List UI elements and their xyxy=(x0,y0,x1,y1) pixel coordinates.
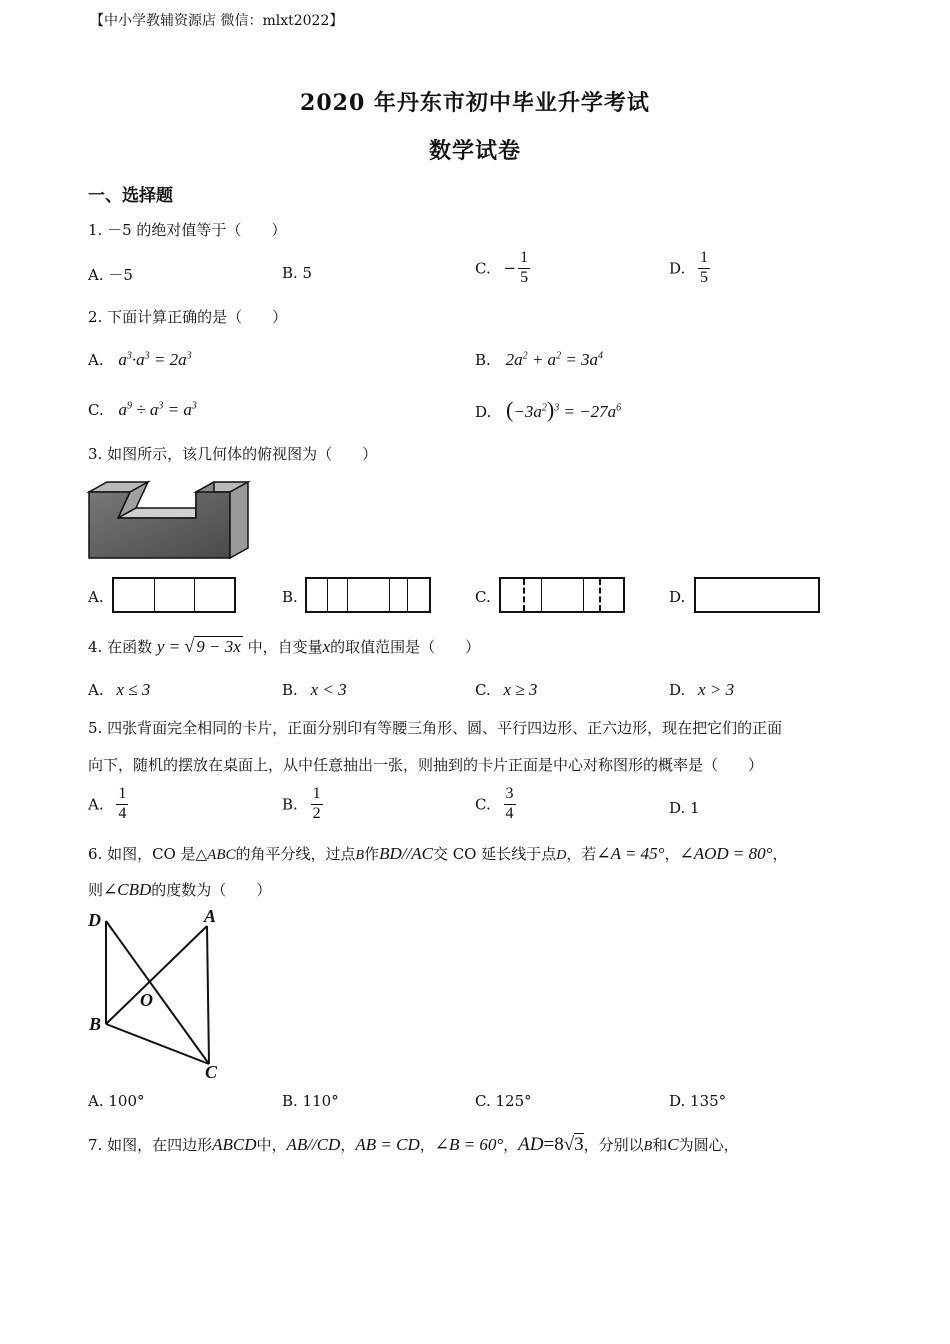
label-o: O xyxy=(140,990,153,1010)
q2-stem: 2. 下面计算正确的是（ ） xyxy=(88,308,288,326)
q6-option-b: B. 110° xyxy=(282,1092,339,1110)
q5-stem-line2: 向下，随机的摆放在桌面上，从中任意抽出一张，则抽到的卡片正面是中心对称图形的概率是（ ） xyxy=(88,756,764,774)
q5-option-a: A. $\frac{1}{4}$ xyxy=(88,785,127,822)
q1-stem: 1. －5 的绝对值等于（ ） xyxy=(88,221,287,239)
q3-option-b-figure xyxy=(305,577,431,613)
q3-option-a-label: A. xyxy=(88,588,104,606)
label-a: A xyxy=(204,906,217,926)
q3-solid-figure xyxy=(86,478,252,564)
label-c: C xyxy=(205,1062,218,1082)
q5-stem-line1: 5. 四张背面完全相同的卡片，正面分别印有等腰三角形、圆、平行四边形、正六边形，现在把它们的正面 xyxy=(88,719,783,737)
q6-option-c: C. 125° xyxy=(475,1092,532,1110)
q4-stem: 4. 在函数 y = √ 9 − 3x 中，自变量x的取值范围是（ ） xyxy=(88,636,481,656)
q2-option-c: C. $a^9 \div a^3 = a^3$ xyxy=(88,400,197,419)
q1-option-d: D. $\frac{1}{5}$ xyxy=(669,249,709,286)
q4-option-d: D. x > 3 xyxy=(669,680,735,699)
q6-option-d: D. 135° xyxy=(669,1092,727,1110)
q5-option-c: C. $\frac{3}{4}$ xyxy=(475,785,514,822)
q1-option-a: A. －5 xyxy=(88,266,133,284)
page-subtitle: 数学试卷 xyxy=(428,138,521,164)
q2-option-b: B. $2a^2 + a^2 = 3a^4$ xyxy=(475,350,604,369)
header-note: 【中小学教辅资源店 微信：mlxt2022】 xyxy=(90,13,344,29)
q4-option-c: C. x ≥ 3 xyxy=(475,680,538,699)
q3-option-b-label: B. xyxy=(282,588,298,606)
line-dc xyxy=(106,921,209,1064)
q6-option-a: A. 100° xyxy=(88,1092,145,1110)
q3-option-c-label: C. xyxy=(475,588,491,606)
q1-option-c: C. − $\frac{1}{5}$ xyxy=(475,249,529,286)
section-heading: 一、选择题 xyxy=(88,186,173,206)
q6-stem-line2: 则∠CBD的度数为（ ） xyxy=(88,880,272,899)
q2-option-d: D. $(-3a^2)^3 = -27a^6$ xyxy=(475,397,622,422)
label-b: B xyxy=(89,1014,102,1034)
q5-option-d: D. 1 xyxy=(669,799,700,817)
line-ac xyxy=(207,926,209,1064)
q3-option-c-figure xyxy=(499,577,625,613)
q4-option-b: B. x < 3 xyxy=(282,680,347,699)
q1-option-b: B. 5 xyxy=(282,264,313,282)
q6-geometry-figure xyxy=(86,906,226,1082)
q3-stem: 3. 如图所示，该几何体的俯视图为（ ） xyxy=(88,445,378,463)
q5-option-b: B. $\frac{1}{2}$ xyxy=(282,785,321,822)
q6-stem-line1: 6. 如图，CO 是△ABC的角平分线，过点B作BD//AC交 CO 延长线于点D，若∠A = 45°，∠AOD = 80°， xyxy=(88,844,788,863)
page-title: 2020 年丹东市初中毕业升学考试 xyxy=(300,90,650,116)
q3-option-d-figure xyxy=(694,577,820,613)
q2-option-a: A. $a^3\cdot a^3 = 2a^3$ xyxy=(88,350,192,369)
label-d: D xyxy=(88,910,101,930)
q7-stem: 7. 如图，在四边形ABCD中，AB//CD，AB = CD，∠B = 60°，AD=8√3，分别以B和C为圆心， xyxy=(88,1134,739,1155)
q3-option-a-figure xyxy=(112,577,236,613)
q3-option-d-label: D. xyxy=(669,588,686,606)
q4-option-a: A. x ≤ 3 xyxy=(88,680,151,699)
